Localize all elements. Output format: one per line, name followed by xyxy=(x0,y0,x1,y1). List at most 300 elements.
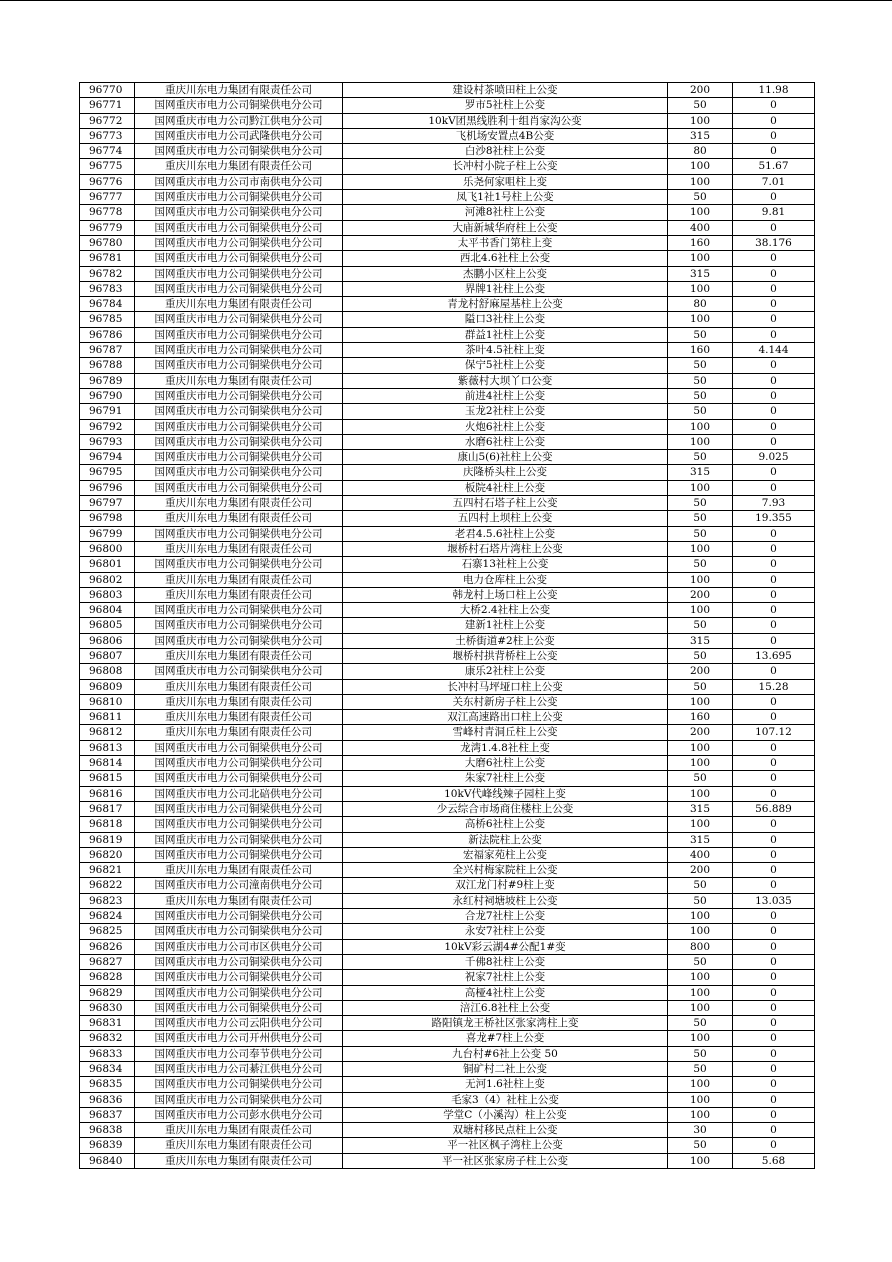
transformer-name-cell: 长冲村小院子柱上公变 xyxy=(343,159,668,174)
transformer-name-cell: 长冲村马坪垭口柱上公变 xyxy=(343,679,668,694)
company-cell: 国网重庆市电力公司铜梁供电分公司 xyxy=(135,603,343,618)
capacity-cell: 100 xyxy=(668,694,733,709)
value-cell: 0 xyxy=(733,939,815,954)
table-row xyxy=(80,1046,815,1061)
transformer-name-cell: 平一社区枫子湾柱上公变 xyxy=(343,1138,668,1153)
company-cell: 重庆川东电力集团有限责任公司 xyxy=(135,1153,343,1168)
row-id-cell: 96820 xyxy=(80,847,135,862)
company-cell: 国网重庆市电力公司铜梁供电分公司 xyxy=(135,281,343,296)
data-table xyxy=(79,82,815,1169)
table-row xyxy=(80,83,815,98)
table-row xyxy=(80,756,815,771)
capacity-cell: 100 xyxy=(668,817,733,832)
capacity-cell: 400 xyxy=(668,847,733,862)
transformer-name-cell: 朱家7社柱上公变 xyxy=(343,771,668,786)
company-cell: 国网重庆市电力公司北碚供电分公司 xyxy=(135,786,343,801)
value-cell: 38.176 xyxy=(733,235,815,250)
row-id-cell: 96827 xyxy=(80,954,135,969)
company-cell: 国网重庆市电力公司彭水供电分公司 xyxy=(135,1107,343,1122)
value-cell: 0 xyxy=(733,480,815,495)
row-id-cell: 96804 xyxy=(80,603,135,618)
company-cell: 国网重庆市电力公司铜梁供电分公司 xyxy=(135,480,343,495)
transformer-name-cell: 太平书香门第柱上变 xyxy=(343,235,668,250)
company-cell: 国网重庆市电力公司铜梁供电分公司 xyxy=(135,266,343,281)
table-row xyxy=(80,618,815,633)
table-row xyxy=(80,98,815,113)
capacity-cell: 200 xyxy=(668,863,733,878)
value-cell: 0 xyxy=(733,847,815,862)
transformer-name-cell: 康山5(6)社柱上公变 xyxy=(343,450,668,465)
value-cell: 0 xyxy=(733,373,815,388)
row-id-cell: 96824 xyxy=(80,909,135,924)
transformer-name-cell: 涪江6.8社柱上公变 xyxy=(343,1000,668,1015)
company-cell: 国网重庆市电力公司铜梁供电分公司 xyxy=(135,404,343,419)
company-cell: 国网重庆市电力公司铜梁供电分公司 xyxy=(135,98,343,113)
capacity-cell: 200 xyxy=(668,587,733,602)
value-cell: 0 xyxy=(733,756,815,771)
table-row xyxy=(80,526,815,541)
capacity-cell: 50 xyxy=(668,1016,733,1031)
capacity-cell: 80 xyxy=(668,297,733,312)
company-cell: 国网重庆市电力公司奉节供电分公司 xyxy=(135,1046,343,1061)
row-id-cell: 96777 xyxy=(80,190,135,205)
row-id-cell: 96771 xyxy=(80,98,135,113)
company-cell: 国网重庆市电力公司铜梁供电分公司 xyxy=(135,771,343,786)
table-row xyxy=(80,924,815,939)
transformer-name-cell: 电力仓库柱上公变 xyxy=(343,572,668,587)
capacity-cell: 100 xyxy=(668,1092,733,1107)
table-row xyxy=(80,1153,815,1168)
row-id-cell: 96826 xyxy=(80,939,135,954)
row-id-cell: 96832 xyxy=(80,1031,135,1046)
row-id-cell: 96801 xyxy=(80,557,135,572)
table-row xyxy=(80,419,815,434)
table-row xyxy=(80,801,815,816)
transformer-name-cell: 高桥6社柱上公变 xyxy=(343,817,668,832)
company-cell: 重庆川东电力集团有限责任公司 xyxy=(135,710,343,725)
value-cell: 0 xyxy=(733,312,815,327)
capacity-cell: 50 xyxy=(668,404,733,419)
transformer-name-cell: 雪峰村青洞丘柱上公变 xyxy=(343,725,668,740)
company-cell: 国网重庆市电力公司铜梁供电分公司 xyxy=(135,526,343,541)
table-row xyxy=(80,633,815,648)
row-id-cell: 96782 xyxy=(80,266,135,281)
company-cell: 国网重庆市电力公司铜梁供电分公司 xyxy=(135,1077,343,1092)
row-id-cell: 96828 xyxy=(80,970,135,985)
value-cell: 0 xyxy=(733,419,815,434)
value-cell: 11.98 xyxy=(733,83,815,98)
value-cell: 5.68 xyxy=(733,1153,815,1168)
value-cell: 0 xyxy=(733,98,815,113)
capacity-cell: 100 xyxy=(668,251,733,266)
value-cell: 0 xyxy=(733,190,815,205)
transformer-name-cell: 双江高速路出口柱上公变 xyxy=(343,710,668,725)
row-id-cell: 96788 xyxy=(80,358,135,373)
value-cell: 0 xyxy=(733,603,815,618)
table-row xyxy=(80,710,815,725)
capacity-cell: 100 xyxy=(668,786,733,801)
row-id-cell: 96818 xyxy=(80,817,135,832)
company-cell: 重庆川东电力集团有限责任公司 xyxy=(135,648,343,663)
capacity-cell: 315 xyxy=(668,801,733,816)
company-cell: 重庆川东电力集团有限责任公司 xyxy=(135,511,343,526)
value-cell: 0 xyxy=(733,878,815,893)
capacity-cell: 200 xyxy=(668,664,733,679)
row-id-cell: 96840 xyxy=(80,1153,135,1168)
value-cell: 0 xyxy=(733,434,815,449)
company-cell: 国网重庆市电力公司铜梁供电分公司 xyxy=(135,419,343,434)
company-cell: 重庆川东电力集团有限责任公司 xyxy=(135,679,343,694)
capacity-cell: 100 xyxy=(668,985,733,1000)
company-cell: 重庆川东电力集团有限责任公司 xyxy=(135,725,343,740)
table-row xyxy=(80,480,815,495)
table-row xyxy=(80,205,815,220)
transformer-name-cell: 紫薇村大坝丫口公变 xyxy=(343,373,668,388)
value-cell: 0 xyxy=(733,970,815,985)
transformer-name-cell: 祝家7社柱上公变 xyxy=(343,970,668,985)
transformer-name-cell: 火炮6社柱上公变 xyxy=(343,419,668,434)
value-cell: 0 xyxy=(733,1123,815,1138)
company-cell: 国网重庆市电力公司铜梁供电分公司 xyxy=(135,144,343,159)
value-cell: 0 xyxy=(733,526,815,541)
row-id-cell: 96805 xyxy=(80,618,135,633)
company-cell: 国网重庆市电力公司铜梁供电分公司 xyxy=(135,343,343,358)
row-id-cell: 96773 xyxy=(80,128,135,143)
company-cell: 国网重庆市电力公司云阳供电分公司 xyxy=(135,1016,343,1031)
table-row xyxy=(80,572,815,587)
row-id-cell: 96823 xyxy=(80,893,135,908)
value-cell: 4.144 xyxy=(733,343,815,358)
table-row xyxy=(80,954,815,969)
row-id-cell: 96792 xyxy=(80,419,135,434)
company-cell: 国网重庆市电力公司铜梁供电分公司 xyxy=(135,557,343,572)
table-row xyxy=(80,281,815,296)
table-row xyxy=(80,343,815,358)
company-cell: 国网重庆市电力公司黔江供电分公司 xyxy=(135,113,343,128)
transformer-name-cell: 无河1.6社柱上变 xyxy=(343,1077,668,1092)
company-cell: 国网重庆市电力公司铜梁供电分公司 xyxy=(135,756,343,771)
row-id-cell: 96838 xyxy=(80,1123,135,1138)
transformer-name-cell: 宏福家苑柱上公变 xyxy=(343,847,668,862)
value-cell: 0 xyxy=(733,404,815,419)
company-cell: 国网重庆市电力公司铜梁供电分公司 xyxy=(135,358,343,373)
row-id-cell: 96795 xyxy=(80,465,135,480)
company-cell: 国网重庆市电力公司市南供电分公司 xyxy=(135,174,343,189)
table-row xyxy=(80,465,815,480)
row-id-cell: 96789 xyxy=(80,373,135,388)
value-cell: 0 xyxy=(733,541,815,556)
transformer-name-cell: 飞机场安置点4B公变 xyxy=(343,128,668,143)
table-row xyxy=(80,251,815,266)
company-cell: 国网重庆市电力公司铜梁供电分公司 xyxy=(135,740,343,755)
row-id-cell: 96814 xyxy=(80,756,135,771)
value-cell: 0 xyxy=(733,618,815,633)
value-cell: 0 xyxy=(733,1077,815,1092)
row-id-cell: 96834 xyxy=(80,1062,135,1077)
value-cell: 0 xyxy=(733,465,815,480)
row-id-cell: 96815 xyxy=(80,771,135,786)
table-row xyxy=(80,878,815,893)
transformer-name-cell: 土桥街道#2柱上公变 xyxy=(343,633,668,648)
transformer-name-cell: 喜龙#7柱上公变 xyxy=(343,1031,668,1046)
capacity-cell: 200 xyxy=(668,83,733,98)
transformer-name-cell: 大庙新城华府柱上公变 xyxy=(343,220,668,235)
table-row xyxy=(80,113,815,128)
table-row xyxy=(80,1077,815,1092)
transformer-name-cell: 老君4.5.6社柱上公变 xyxy=(343,526,668,541)
capacity-cell: 100 xyxy=(668,740,733,755)
company-cell: 重庆川东电力集团有限责任公司 xyxy=(135,1138,343,1153)
capacity-cell: 100 xyxy=(668,159,733,174)
table-row xyxy=(80,893,815,908)
transformer-name-cell: 堰桥村拱背桥柱上公变 xyxy=(343,648,668,663)
capacity-cell: 50 xyxy=(668,648,733,663)
capacity-cell: 100 xyxy=(668,312,733,327)
table-row xyxy=(80,771,815,786)
row-id-cell: 96800 xyxy=(80,541,135,556)
capacity-cell: 100 xyxy=(668,113,733,128)
transformer-name-cell: 路阳镇龙王桥社区张家湾柱上变 xyxy=(343,1016,668,1031)
capacity-cell: 200 xyxy=(668,725,733,740)
table-row xyxy=(80,312,815,327)
table-row xyxy=(80,863,815,878)
transformer-name-cell: 保宁5社柱上公变 xyxy=(343,358,668,373)
company-cell: 重庆川东电力集团有限责任公司 xyxy=(135,1123,343,1138)
row-id-cell: 96783 xyxy=(80,281,135,296)
company-cell: 国网重庆市电力公司铜梁供电分公司 xyxy=(135,465,343,480)
value-cell: 0 xyxy=(733,1000,815,1015)
value-cell: 0 xyxy=(733,281,815,296)
value-cell: 0 xyxy=(733,771,815,786)
row-id-cell: 96825 xyxy=(80,924,135,939)
value-cell: 0 xyxy=(733,832,815,847)
company-cell: 国网重庆市电力公司铜梁供电分公司 xyxy=(135,847,343,862)
transformer-name-cell: 少云综合市场商住楼柱上公变 xyxy=(343,801,668,816)
row-id-cell: 96770 xyxy=(80,83,135,98)
table-row xyxy=(80,327,815,342)
capacity-cell: 315 xyxy=(668,633,733,648)
value-cell: 0 xyxy=(733,740,815,755)
table-row xyxy=(80,587,815,602)
capacity-cell: 100 xyxy=(668,480,733,495)
capacity-cell: 315 xyxy=(668,465,733,480)
row-id-cell: 96799 xyxy=(80,526,135,541)
row-id-cell: 96829 xyxy=(80,985,135,1000)
row-id-cell: 96817 xyxy=(80,801,135,816)
capacity-cell: 50 xyxy=(668,878,733,893)
transformer-name-cell: 10kV代峰线辣子园柱上变 xyxy=(343,786,668,801)
company-cell: 重庆川东电力集团有限责任公司 xyxy=(135,83,343,98)
capacity-cell: 100 xyxy=(668,970,733,985)
company-cell: 国网重庆市电力公司铜梁供电分公司 xyxy=(135,618,343,633)
row-id-cell: 96830 xyxy=(80,1000,135,1015)
capacity-cell: 50 xyxy=(668,1046,733,1061)
row-id-cell: 96811 xyxy=(80,710,135,725)
table-row xyxy=(80,373,815,388)
row-id-cell: 96787 xyxy=(80,343,135,358)
capacity-cell: 100 xyxy=(668,756,733,771)
row-id-cell: 96812 xyxy=(80,725,135,740)
transformer-name-cell: 玉龙2社柱上公变 xyxy=(343,404,668,419)
transformer-name-cell: 前进4社柱上公变 xyxy=(343,388,668,403)
row-id-cell: 96835 xyxy=(80,1077,135,1092)
table-row xyxy=(80,404,815,419)
capacity-cell: 100 xyxy=(668,281,733,296)
company-cell: 国网重庆市电力公司綦江供电分公司 xyxy=(135,1062,343,1077)
table-row xyxy=(80,266,815,281)
transformer-name-cell: 双塘村移民点柱上公变 xyxy=(343,1123,668,1138)
capacity-cell: 100 xyxy=(668,924,733,939)
row-id-cell: 96786 xyxy=(80,327,135,342)
company-cell: 重庆川东电力集团有限责任公司 xyxy=(135,373,343,388)
row-id-cell: 96784 xyxy=(80,297,135,312)
capacity-cell: 50 xyxy=(668,358,733,373)
value-cell: 0 xyxy=(733,863,815,878)
capacity-cell: 50 xyxy=(668,771,733,786)
transformer-name-cell: 青龙村舒麻屋基柱上公变 xyxy=(343,297,668,312)
table-row xyxy=(80,817,815,832)
capacity-cell: 315 xyxy=(668,266,733,281)
company-cell: 国网重庆市电力公司铜梁供电分公司 xyxy=(135,205,343,220)
row-id-cell: 96816 xyxy=(80,786,135,801)
value-cell: 0 xyxy=(733,1092,815,1107)
table-body xyxy=(80,83,815,1169)
capacity-cell: 50 xyxy=(668,190,733,205)
company-cell: 国网重庆市电力公司潼南供电分公司 xyxy=(135,878,343,893)
capacity-cell: 100 xyxy=(668,434,733,449)
value-cell: 9.025 xyxy=(733,450,815,465)
transformer-name-cell: 界牌1社柱上公变 xyxy=(343,281,668,296)
transformer-name-cell: 双江龙门村#9柱上变 xyxy=(343,878,668,893)
table-row xyxy=(80,939,815,954)
table-row xyxy=(80,174,815,189)
value-cell: 107.12 xyxy=(733,725,815,740)
table-row xyxy=(80,297,815,312)
capacity-cell: 315 xyxy=(668,832,733,847)
transformer-name-cell: 新法院柱上公变 xyxy=(343,832,668,847)
transformer-name-cell: 康乐2社柱上公变 xyxy=(343,664,668,679)
table-row xyxy=(80,235,815,250)
value-cell: 0 xyxy=(733,1046,815,1061)
transformer-name-cell: 永安7社柱上公变 xyxy=(343,924,668,939)
transformer-name-cell: 千佛8社柱上公变 xyxy=(343,954,668,969)
company-cell: 重庆川东电力集团有限责任公司 xyxy=(135,863,343,878)
company-cell: 国网重庆市电力公司铜梁供电分公司 xyxy=(135,251,343,266)
table-row xyxy=(80,1107,815,1122)
value-cell: 0 xyxy=(733,128,815,143)
row-id-cell: 96779 xyxy=(80,220,135,235)
company-cell: 国网重庆市电力公司铜梁供电分公司 xyxy=(135,434,343,449)
table-row xyxy=(80,664,815,679)
table-row xyxy=(80,1016,815,1031)
value-cell: 0 xyxy=(733,633,815,648)
transformer-name-cell: 白沙8社柱上公变 xyxy=(343,144,668,159)
capacity-cell: 100 xyxy=(668,909,733,924)
value-cell: 13.695 xyxy=(733,648,815,663)
value-cell: 0 xyxy=(733,924,815,939)
table-row xyxy=(80,1123,815,1138)
capacity-cell: 80 xyxy=(668,144,733,159)
row-id-cell: 96802 xyxy=(80,572,135,587)
value-cell: 15.28 xyxy=(733,679,815,694)
transformer-name-cell: 韩龙村上场口柱上公变 xyxy=(343,587,668,602)
company-cell: 国网重庆市电力公司武隆供电分公司 xyxy=(135,128,343,143)
value-cell: 19.355 xyxy=(733,511,815,526)
value-cell: 0 xyxy=(733,1138,815,1153)
company-cell: 国网重庆市电力公司铜梁供电分公司 xyxy=(135,664,343,679)
company-cell: 国网重庆市电力公司铜梁供电分公司 xyxy=(135,909,343,924)
company-cell: 国网重庆市电力公司铜梁供电分公司 xyxy=(135,312,343,327)
transformer-name-cell: 永红村祠塘坡柱上公变 xyxy=(343,893,668,908)
transformer-name-cell: 堰桥村石塔片湾柱上公变 xyxy=(343,541,668,556)
value-cell: 0 xyxy=(733,1031,815,1046)
transformer-name-cell: 乐尧何家咀柱上变 xyxy=(343,174,668,189)
company-cell: 国网重庆市电力公司铜梁供电分公司 xyxy=(135,190,343,205)
value-cell: 7.01 xyxy=(733,174,815,189)
table-row xyxy=(80,786,815,801)
company-cell: 国网重庆市电力公司铜梁供电分公司 xyxy=(135,924,343,939)
company-cell: 重庆川东电力集团有限责任公司 xyxy=(135,694,343,709)
transformer-name-cell: 学堂C（小溪沟）柱上公变 xyxy=(343,1107,668,1122)
table-row xyxy=(80,159,815,174)
company-cell: 国网重庆市电力公司铜梁供电分公司 xyxy=(135,970,343,985)
row-id-cell: 96793 xyxy=(80,434,135,449)
row-id-cell: 96821 xyxy=(80,863,135,878)
value-cell: 0 xyxy=(733,694,815,709)
transformer-name-cell: 罗市5社柱上公变 xyxy=(343,98,668,113)
transformer-name-cell: 10kV团黑线胜利十组肖家沟公变 xyxy=(343,113,668,128)
row-id-cell: 96807 xyxy=(80,648,135,663)
value-cell: 0 xyxy=(733,388,815,403)
company-cell: 国网重庆市电力公司铜梁供电分公司 xyxy=(135,220,343,235)
table-row xyxy=(80,128,815,143)
capacity-cell: 50 xyxy=(668,327,733,342)
capacity-cell: 400 xyxy=(668,220,733,235)
capacity-cell: 100 xyxy=(668,174,733,189)
transformer-name-cell: 10kV彩云湖4#公配1#变 xyxy=(343,939,668,954)
row-id-cell: 96785 xyxy=(80,312,135,327)
row-id-cell: 96822 xyxy=(80,878,135,893)
row-id-cell: 96780 xyxy=(80,235,135,250)
row-id-cell: 96775 xyxy=(80,159,135,174)
capacity-cell: 100 xyxy=(668,1153,733,1168)
transformer-name-cell: 茶叶4.5社柱上变 xyxy=(343,343,668,358)
row-id-cell: 96796 xyxy=(80,480,135,495)
row-id-cell: 96794 xyxy=(80,450,135,465)
value-cell: 0 xyxy=(733,251,815,266)
transformer-name-cell: 隘口3社柱上公变 xyxy=(343,312,668,327)
value-cell: 0 xyxy=(733,985,815,1000)
table-row xyxy=(80,970,815,985)
capacity-cell: 100 xyxy=(668,572,733,587)
transformer-name-cell: 石寨13社柱上公变 xyxy=(343,557,668,572)
company-cell: 重庆川东电力集团有限责任公司 xyxy=(135,496,343,511)
value-cell: 0 xyxy=(733,572,815,587)
capacity-cell: 50 xyxy=(668,526,733,541)
capacity-cell: 50 xyxy=(668,557,733,572)
capacity-cell: 800 xyxy=(668,939,733,954)
capacity-cell: 50 xyxy=(668,98,733,113)
transformer-name-cell: 庆隆桥头柱上公变 xyxy=(343,465,668,480)
transformer-name-cell: 铜矿村二社上公变 xyxy=(343,1062,668,1077)
transformer-name-cell: 水磨6社柱上公变 xyxy=(343,434,668,449)
capacity-cell: 100 xyxy=(668,205,733,220)
table-row xyxy=(80,358,815,373)
value-cell: 0 xyxy=(733,266,815,281)
table-row xyxy=(80,909,815,924)
transformer-name-cell: 凤飞1社1号柱上公变 xyxy=(343,190,668,205)
table-row xyxy=(80,847,815,862)
